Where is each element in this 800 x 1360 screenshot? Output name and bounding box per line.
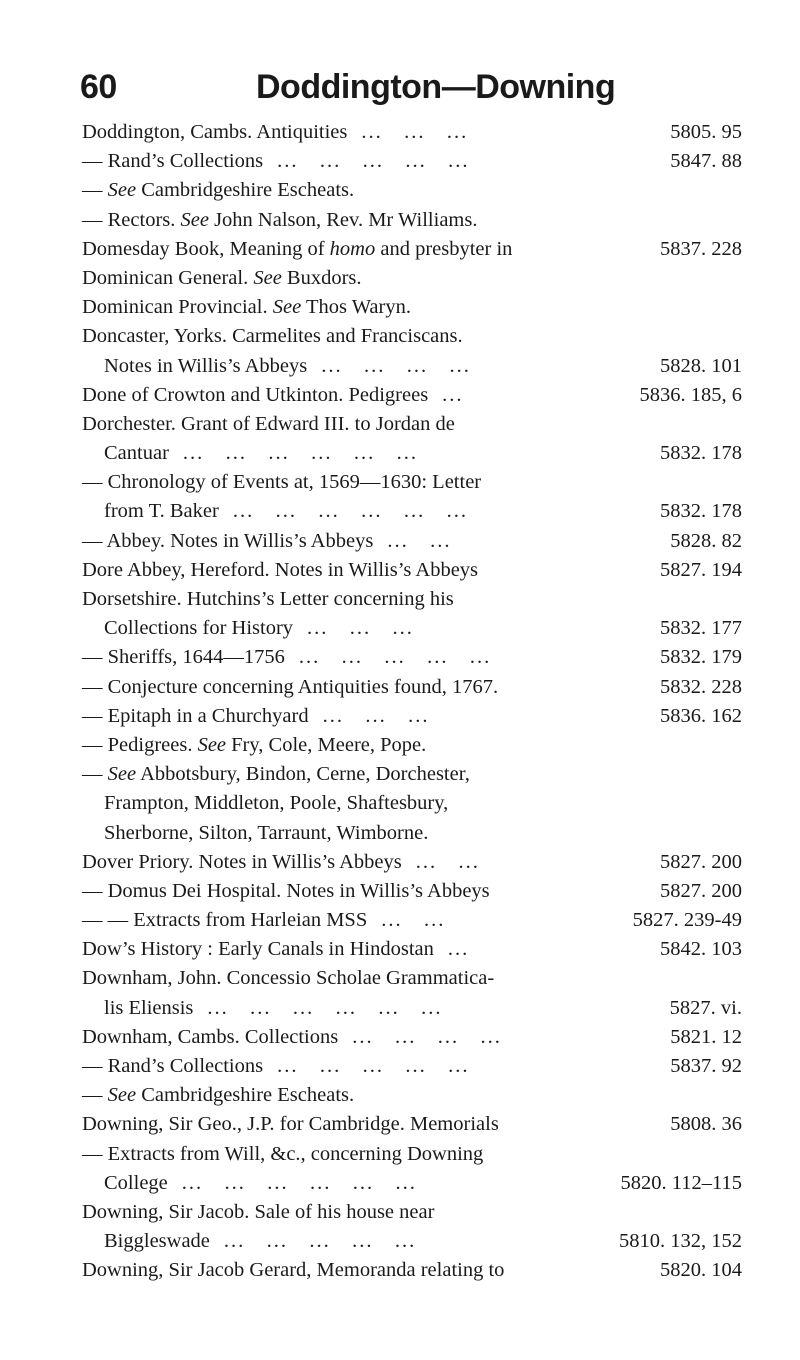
index-entry: [82, 527, 742, 556]
entry-label: Dorchester. Grant of Edward III. to Jordan de: [82, 412, 455, 435]
entry-label: — Chronology of Events at, 1569—1630: Letter: [82, 471, 482, 494]
entry-italic: See: [107, 179, 137, 202]
index-entry: [82, 994, 742, 1023]
leader-dots: ... ... ...: [361, 121, 469, 143]
index-entry: [82, 118, 742, 147]
entry-reference: 5821. 12: [670, 1025, 742, 1048]
entry-reference: 5808. 36: [670, 1113, 742, 1136]
entry-text: [82, 935, 469, 964]
entry-label: Collections for History: [104, 617, 294, 640]
entry-reference: 5827. 200: [660, 879, 742, 902]
entry-label: Abbotsbury, Bindon, Cerne, Dorchester,: [136, 763, 470, 786]
entry-reference: 5832. 177: [660, 617, 742, 640]
entry-text: [82, 410, 455, 439]
entry-reference: 5842. 103: [660, 938, 742, 961]
index-entry: [82, 439, 742, 468]
entry-text: [82, 118, 468, 147]
entry-label: Notes in Willis’s Abbeys: [104, 354, 308, 377]
entry-prefix: —: [82, 1084, 108, 1107]
index-entry: [82, 1081, 742, 1110]
entry-reference: 5837. 228: [660, 237, 742, 260]
entry-label: Downham, John. Concessio Scholae Grammatica-: [82, 967, 495, 990]
leader-dots: ... ... ... ...: [321, 354, 471, 377]
index-entry: [82, 789, 742, 818]
entry-label: Downing, Sir Geo., J.P. for Cambridge. Memorials: [82, 1113, 499, 1136]
leader-dots: ... ... ... ...: [352, 1025, 502, 1048]
index-entry: [82, 877, 742, 906]
entry-text: [82, 235, 512, 264]
entry-reference: 5832. 178: [660, 442, 742, 465]
entry-prefix: —: [82, 763, 108, 786]
index-entry: [82, 614, 742, 643]
index-entry: [82, 264, 742, 293]
leader-dots: ... ...: [415, 850, 480, 873]
entry-label: Cantuar: [104, 442, 169, 465]
entry-text: [82, 381, 464, 410]
entry-text: [104, 994, 443, 1023]
entry-text: [104, 1169, 417, 1198]
entry-reference: 5828. 82: [670, 529, 742, 552]
entry-text: [82, 293, 411, 322]
entry-text: [82, 1052, 469, 1081]
index-entry: [82, 410, 742, 439]
entry-reference: 5820. 112–115: [620, 1171, 742, 1194]
entry-text: [82, 877, 490, 906]
index-entry: [82, 147, 742, 176]
entry-prefix: — Pedigrees.: [82, 733, 198, 756]
leader-dots: ... ... ...: [322, 704, 430, 727]
index-entries: [82, 118, 742, 1286]
entry-label: — Abbey. Notes in Willis’s Abbeys: [82, 529, 374, 552]
entry-label: and presbyter in: [375, 237, 513, 260]
entry-text: [82, 585, 454, 614]
entry-label: College: [104, 1171, 168, 1194]
entry-text: [104, 439, 418, 468]
entry-text: [82, 468, 481, 497]
entry-label: Frampton, Middleton, Poole, Shaftesbury,: [104, 792, 449, 815]
leader-dots: ... ... ...: [307, 617, 414, 640]
running-header: [80, 68, 740, 107]
entry-italic: See: [180, 208, 209, 231]
entry-italic: See: [197, 733, 227, 756]
entry-reference: 5847. 88: [670, 150, 742, 173]
entry-label: Cambridgeshire Escheats.: [136, 1084, 355, 1107]
entry-text: [82, 760, 470, 789]
entry-label: Dorsetshire. Hutchins’s Letter concerning his: [82, 588, 454, 610]
entry-text: [104, 352, 471, 381]
entry-reference: 5832. 178: [660, 500, 742, 523]
entry-text: [82, 1198, 434, 1227]
entry-reference: 5836. 162: [660, 704, 742, 727]
index-entry: [82, 206, 742, 235]
entry-text: [82, 906, 445, 935]
entry-text: [82, 322, 463, 351]
entry-label: — — Extracts from Harleian MSS: [82, 909, 368, 932]
entry-italic: See: [107, 1084, 137, 1107]
entry-label: Done of Crowton and Utkinton. Pedigrees: [82, 383, 429, 406]
entry-text: [104, 819, 428, 848]
entry-label: Dover Priory. Notes in Willis’s Abbeys: [82, 850, 402, 873]
entry-text: [82, 1023, 502, 1052]
index-entry: [82, 702, 742, 731]
index-entry: [82, 322, 742, 351]
entry-reference: 5827. 239-49: [632, 909, 742, 932]
entry-prefix: Dominican Provincial.: [82, 296, 273, 319]
entry-label: Cambridgeshire Escheats.: [136, 179, 355, 202]
entry-label: Fry, Cole, Meere, Pope.: [226, 733, 427, 756]
entry-prefix: Dominican General.: [82, 266, 254, 289]
entry-reference: 5832. 228: [660, 675, 742, 698]
entry-label: lis Eliensis: [104, 996, 194, 1019]
entry-text: [82, 556, 478, 585]
index-entry: [82, 1023, 742, 1052]
index-entry: [82, 176, 742, 205]
entry-label: — Sheriffs, 1644—1756: [82, 646, 285, 669]
entry-reference: 5828. 101: [660, 354, 742, 377]
index-entry: [82, 1110, 742, 1139]
entry-label: Downing, Sir Jacob Gerard, Memoranda relating to: [82, 1259, 505, 1282]
entry-italic: homo: [329, 237, 376, 260]
index-entry: [82, 468, 742, 497]
entry-italic: See: [107, 763, 137, 786]
leader-dots: ... ...: [381, 909, 446, 932]
index-entry: [82, 352, 742, 381]
entry-text: [82, 206, 477, 235]
index-entry: [82, 1140, 742, 1169]
entry-italic: See: [253, 266, 282, 289]
index-entry: [82, 497, 742, 526]
entry-reference: 5805. 95: [670, 121, 742, 143]
index-entry: [82, 293, 742, 322]
leader-dots: ... ... ... ... ... ...: [232, 500, 468, 523]
entry-text: [82, 731, 426, 760]
entry-label: Buxdors.: [281, 266, 362, 289]
entry-reference: 5832. 179: [660, 646, 742, 669]
leader-dots: ...: [447, 938, 470, 961]
index-entry: [82, 381, 742, 410]
entry-label: — Rand’s Collections: [82, 150, 264, 173]
entry-label: John Nalson, Rev. Mr Williams.: [208, 208, 478, 231]
entry-label: Sherborne, Silton, Tarraunt, Wimborne.: [104, 821, 429, 844]
entry-text: [104, 789, 448, 818]
entry-italic: See: [272, 296, 302, 319]
index-entry: [82, 643, 742, 672]
entry-text: [82, 1256, 504, 1285]
entry-prefix: Domesday Book, Meaning of: [82, 237, 330, 260]
entry-text: [82, 176, 354, 205]
index-entry: [82, 585, 742, 614]
entry-text: [104, 614, 414, 643]
entry-label: — Rand’s Collections: [82, 1055, 264, 1077]
entry-text: [82, 702, 429, 731]
leader-dots: ... ... ... ... ... ...: [182, 442, 419, 465]
entry-label: Dow’s History : Early Canals in Hindostan: [82, 938, 434, 961]
index-entry: [82, 1198, 742, 1227]
entry-label: from T. Baker: [104, 500, 219, 523]
index-entry: [82, 235, 742, 264]
entry-reference: 5836. 185, 6: [639, 383, 742, 406]
index-entry: [82, 964, 742, 993]
leader-dots: ... ... ... ... ... ...: [181, 1171, 417, 1194]
index-entry: [82, 906, 742, 935]
entry-label: Doncaster, Yorks. Carmelites and Franciscans.: [82, 325, 463, 348]
entry-text: [82, 1081, 354, 1110]
entry-text: [82, 1110, 499, 1139]
leader-dots: ... ...: [387, 529, 452, 552]
leader-dots: ... ... ... ... ...: [223, 1230, 417, 1253]
leader-dots: ... ... ... ... ...: [277, 1055, 470, 1077]
entry-reference: 5827. 194: [660, 558, 742, 581]
index-entry: [82, 1227, 742, 1256]
entry-text: [82, 643, 491, 672]
entry-reference: 5810. 132, 152: [619, 1230, 742, 1253]
entry-prefix: — Rectors.: [82, 208, 181, 231]
entry-text: [82, 673, 498, 702]
entry-label: — Domus Dei Hospital. Notes in Willis’s Abbeys: [82, 879, 490, 902]
index-entry: [82, 1256, 742, 1285]
entry-text: [104, 1227, 416, 1256]
entry-text: [82, 1140, 483, 1169]
index-entry: [82, 848, 742, 877]
index-entry: [82, 760, 742, 789]
index-entry: [82, 935, 742, 964]
entry-text: [82, 264, 362, 293]
index-entry: [82, 1052, 742, 1081]
index-entry: [82, 673, 742, 702]
leader-dots: ... ... ... ... ...: [298, 646, 492, 669]
page-title: Doddington—Downing: [256, 68, 616, 106]
index-entry: [82, 819, 742, 848]
entry-reference: 5827. 200: [660, 850, 742, 873]
entry-label: Biggleswade: [104, 1230, 210, 1253]
entry-text: [82, 147, 469, 176]
entry-text: [82, 527, 451, 556]
entry-reference: 5827. vi.: [669, 996, 742, 1019]
entry-label: Doddington, Cambs. Antiquities: [82, 121, 348, 143]
index-entry: [82, 1169, 742, 1198]
entry-label: Downham, Cambs. Collections: [82, 1025, 339, 1048]
entry-reference: 5837. 92: [670, 1055, 742, 1077]
leader-dots: ... ... ... ... ...: [277, 150, 470, 173]
entry-prefix: —: [82, 179, 108, 202]
entry-text: [82, 848, 480, 877]
entry-label: Thos Waryn.: [301, 296, 411, 319]
index-entry: [82, 556, 742, 585]
page-number: 60: [80, 68, 117, 106]
leader-dots: ...: [442, 383, 464, 406]
entry-label: Downing, Sir Jacob. Sale of his house near: [82, 1200, 435, 1223]
entry-text: [104, 497, 468, 526]
entry-text: [82, 964, 494, 993]
index-entry: [82, 731, 742, 760]
entry-label: Dore Abbey, Hereford. Notes in Willis’s Abbeys: [82, 558, 479, 581]
leader-dots: ... ... ... ... ... ...: [207, 996, 443, 1019]
entry-label: — Extracts from Will, &c., concerning Downing: [82, 1142, 484, 1165]
entry-label: — Epitaph in a Churchyard: [82, 704, 309, 727]
entry-reference: 5820. 104: [660, 1259, 742, 1282]
entry-label: — Conjecture concerning Antiquities found, 1767.: [82, 675, 499, 698]
